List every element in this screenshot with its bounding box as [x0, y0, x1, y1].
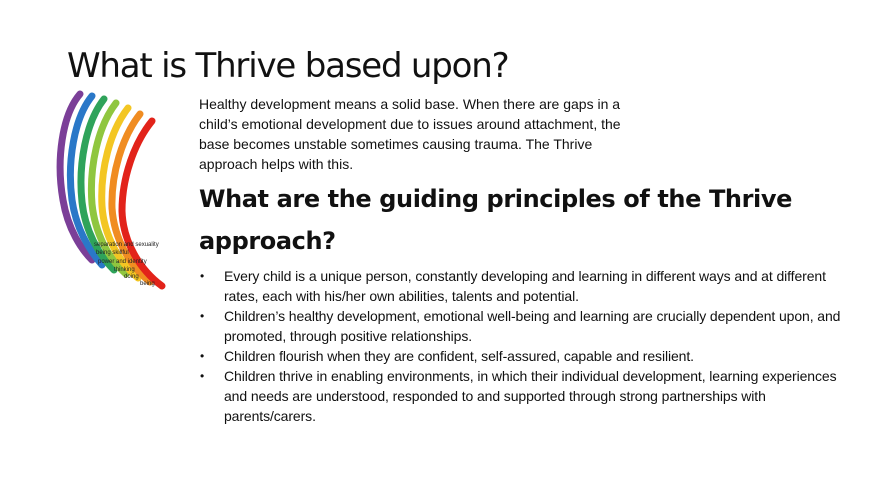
logo-label-skillful: being skillful	[96, 250, 129, 256]
list-item	[199, 346, 847, 366]
logo-label-doing: doing	[124, 274, 139, 280]
intro-paragraph: Healthy development means a solid base. When there are gaps in a child’s emotional development due to issues around attachment, the base becomes unstable sometimes causing trauma. The Thrive approach helps with this.	[199, 96, 621, 172]
list-item-text: Every child is a unique person, constantly developing and learning in different ways and at different rates, each with his/her own abilities, talents and potential.	[224, 268, 826, 304]
list-item-text: Children thrive in enabling environments, in which their individual development, learning experiences and needs are understood, responded to and supported through strong partnerships with parents/carers.	[224, 368, 837, 424]
bullet-icon: •	[200, 269, 205, 283]
principles-list	[199, 266, 847, 426]
list-item	[199, 366, 847, 426]
bullet-icon: •	[200, 349, 205, 363]
list-item-text: Children flourish when they are confident, self-assured, capable and resilient.	[224, 348, 694, 364]
list-item	[199, 266, 847, 306]
bullet-icon: •	[200, 309, 205, 323]
bullet-icon: •	[200, 369, 205, 383]
thrive-logo	[40, 90, 175, 290]
logo-label-power: power and identity	[98, 259, 147, 265]
logo-label-being: being	[140, 281, 155, 287]
logo-label-thinking: thinking	[114, 267, 135, 273]
principles-heading: What are the guiding principles of the Thrive approach?	[199, 185, 792, 255]
list-item	[199, 306, 847, 346]
slide-title: What is Thrive based upon?	[67, 46, 509, 86]
list-item-text: Children’s healthy development, emotional well-being and learning are crucially dependent upon, and promoted, through positive relationships.	[224, 308, 841, 344]
logo-label-separation: separation and sexuality	[94, 242, 159, 248]
